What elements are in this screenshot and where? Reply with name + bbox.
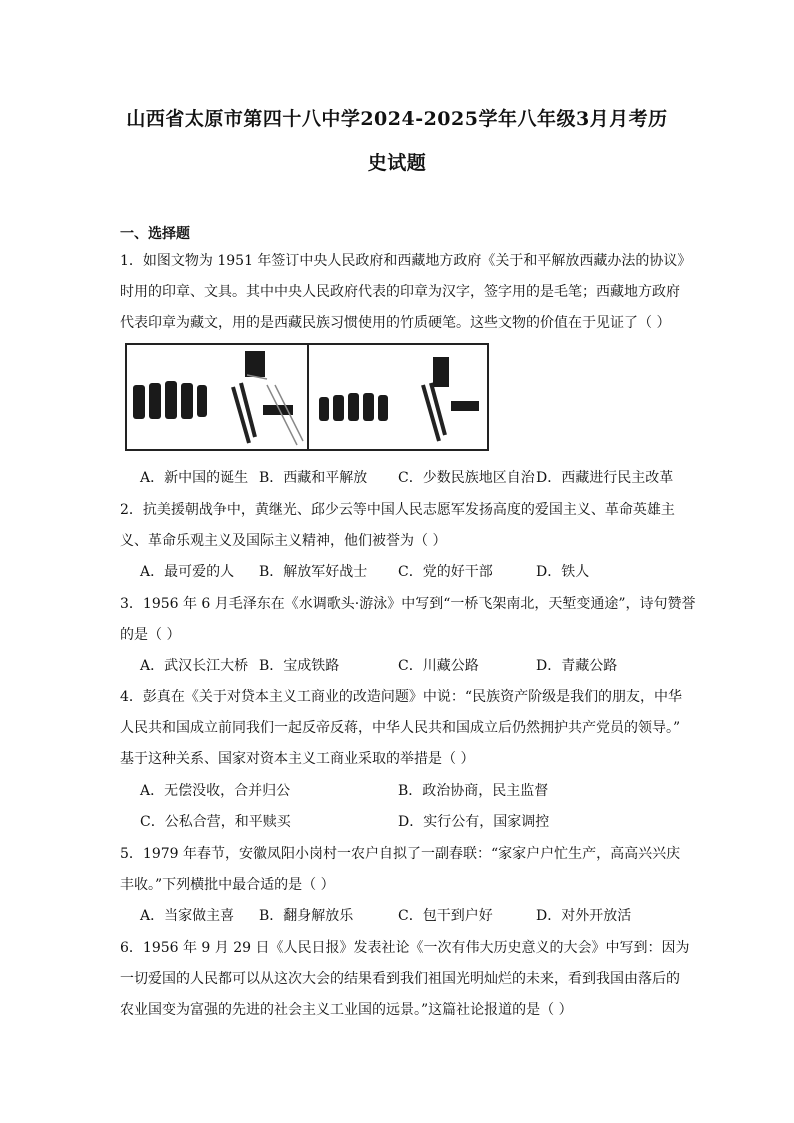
q2-option-b: B．解放军好战士 — [259, 564, 368, 580]
q5-option-a: A．当家做主喜 — [140, 908, 235, 924]
q1-stem-line-3: 代表印章为藏文，用的是西藏民族习惯使用的竹质硬笔。这些文物的价值在于见证了（ ） — [120, 315, 671, 331]
q3-option-b: B．宝成铁路 — [259, 658, 340, 674]
q4-option-a: A．无偿没收，合并归公 — [140, 783, 291, 799]
q6-stem-line-2: 一切爱国的人民都可以从这次大会的结果看到我们祖国光明灿烂的未来，看到我国由落后的 — [120, 971, 680, 987]
q5-option-c: C．包干到户好 — [398, 908, 493, 924]
q3-option-a: A．武汉长江大桥 — [140, 658, 249, 674]
q1-option-a: A．新中国的诞生 — [140, 470, 249, 486]
exam-title-line-1: 山西省太原市第四十八中学2024-2025学年八年级3月月考历 — [126, 108, 668, 130]
q2-option-a: A．最可爱的人 — [140, 564, 235, 580]
q3-option-d: D．青藏公路 — [536, 658, 618, 674]
q3-stem-line-1: 3．1956 年 6 月毛泽东在《水调歌头·游泳》中写到“一桥飞架南北，天堑变通途”，诗句赞誉 — [120, 596, 696, 612]
q5-option-d: D．对外开放活 — [536, 908, 632, 924]
q1-option-c: C．少数民族地区自治 — [398, 470, 535, 486]
q5-option-b: B．翻身解放乐 — [259, 908, 354, 924]
q4-option-c: C．公私合营，和平赎买 — [140, 814, 291, 830]
q1-stem-line-2: 时用的印章、文具。其中中央人民政府代表的印章为汉字，签字用的是毛笔；西藏地方政府 — [120, 284, 680, 300]
q4-stem-line-2: 人民共和国成立前同我们一起反帝反蒋，中华人民共和国成立后仍然拥护共产党员的领导。” — [120, 720, 681, 736]
q2-stem-line-1: 2．抗美援朝战争中，黄继光、邱少云等中国人民志愿军发扬高度的爱国主义、革命英雄主 — [120, 502, 675, 518]
photo-divider — [307, 345, 309, 449]
q1-option-b: B．西藏和平解放 — [259, 470, 368, 486]
q6-stem-line-1: 6．1956 年 9 月 29 日《人民日报》发表社论《一次有伟大历史意义的大会》中写到：因为 — [120, 940, 690, 956]
q4-option-d: D．实行公有，国家调控 — [398, 814, 550, 830]
q1-artifact-photo — [125, 343, 489, 451]
q3-stem-line-2: 的是（ ） — [120, 627, 181, 643]
q1-option-d: D．西藏进行民主改革 — [536, 470, 674, 486]
q4-option-b: B．政治协商，民主监督 — [398, 783, 549, 799]
section-heading: 一、选择题 — [120, 226, 190, 242]
q4-stem-line-3: 基于这种关系、国家对资本主义工商业采取的举措是（ ） — [120, 751, 475, 767]
q2-option-d: D．铁人 — [536, 564, 590, 580]
q5-stem-line-1: 5．1979 年春节，安徽凤阳小岗村一农户自拟了一副春联：“家家户户忙生产，高高兴兴庆 — [120, 846, 681, 862]
q6-stem-line-3: 农业国变为富强的先进的社会主义工业国的远景。”这篇社论报道的是（ ） — [120, 1002, 573, 1018]
exam-title-line-2: 史试题 — [367, 152, 427, 174]
q4-stem-line-1: 4．彭真在《关于对贷本主义工商业的改造问题》中说：“民族资产阶级是我们的朋友，中华 — [120, 689, 683, 705]
q2-option-c: C．党的好干部 — [398, 564, 493, 580]
q1-stem-line-1: 1．如图文物为 1951 年签订中央人民政府和西藏地方政府《关于和平解放西藏办法的协议》 — [120, 253, 692, 269]
q5-stem-line-2: 丰收。”下列横批中最合适的是（ ） — [120, 877, 335, 893]
q3-option-c: C．川藏公路 — [398, 658, 479, 674]
q2-stem-line-2: 义、革命乐观主义及国际主义精神，他们被誉为（ ） — [120, 533, 447, 549]
